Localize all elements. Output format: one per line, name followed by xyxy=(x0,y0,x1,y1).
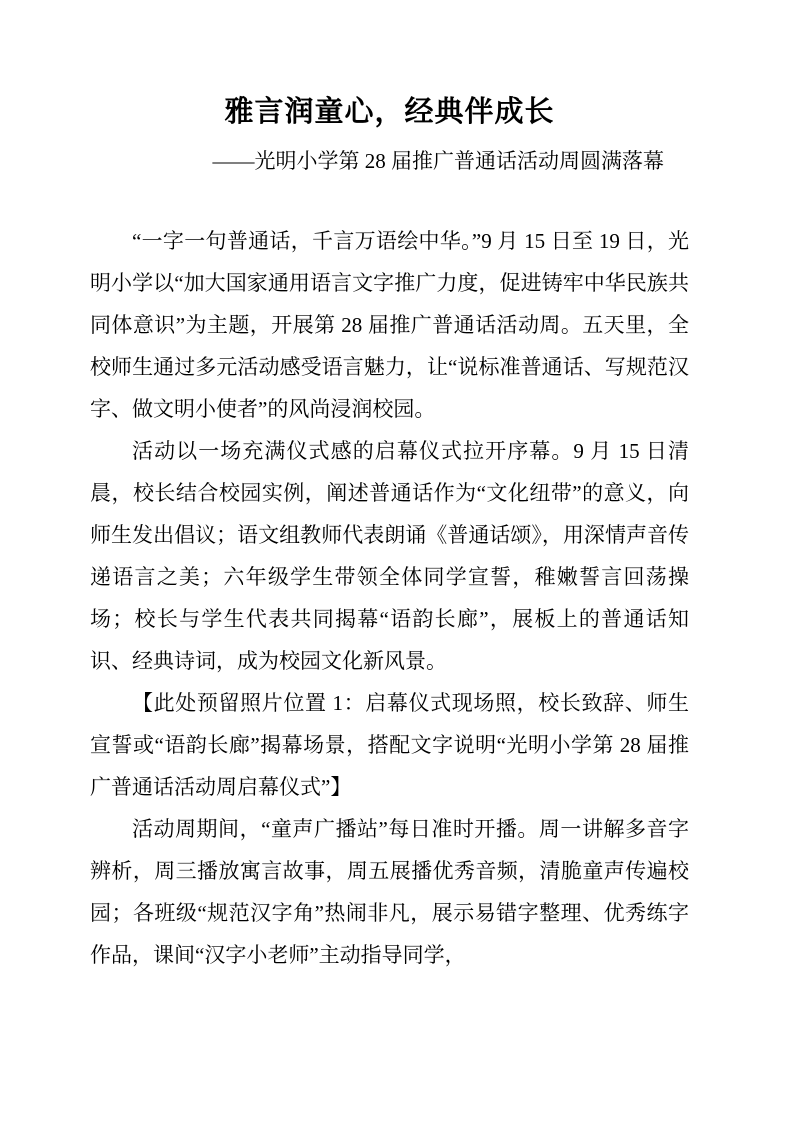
document-title: 雅言润童心，经典伴成长 xyxy=(224,96,555,128)
body-paragraph-1: “一字一句普通话，千言万语绘中华。”9 月 15 日至 19 日，光明小学以“加大国家通用语言文字推广力度，促进铸牢中华民族共同体意识”为主题，开展第 28 届推广普通话活动周。五天里，全校师生通过多元活动感受语言魅力，让“说标准普通话、写规范汉字、做文明小使者”的风尚浸润校园。 xyxy=(90,229,689,421)
body-paragraph-4: 活动周期间，“童声广播站”每日准时开播。周一讲解多音字辨析，周三播放寓言故事，周五展播优秀音频，清脆童声传遍校园；各班级“规范汉字角”热闹非凡，展示易错字整理、优秀练字作品，课间“汉字小老师”主动指导同学， xyxy=(90,817,689,967)
body-paragraph-photo-placeholder: 【此处预留照片位置 1：启幕仪式现场照，校长致辞、师生宣誓或“语韵长廊”揭幕场景，搭配文字说明“光明小学第 28 届推广普通话活动周启幕仪式”】 xyxy=(90,691,689,799)
document-subtitle: ——光明小学第 28 届推广普通话活动周圆满落幕 xyxy=(212,149,664,173)
body-paragraph-2: 活动以一场充满仪式感的启幕仪式拉开序幕。9 月 15 日清晨，校长结合校园实例，阐述普通话作为“文化纽带”的意义，向师生发出倡议；语文组教师代表朗诵《普通话颂》，用深情声音传递语言之美；六年级学生带领全体同学宣誓，稚嫩誓言回荡操场；校长与学生代表共同揭幕“语韵长廊”，展板上的普通话知识、经典诗词，成为校园文化新风景。 xyxy=(90,439,689,673)
document-body xyxy=(90,220,689,976)
